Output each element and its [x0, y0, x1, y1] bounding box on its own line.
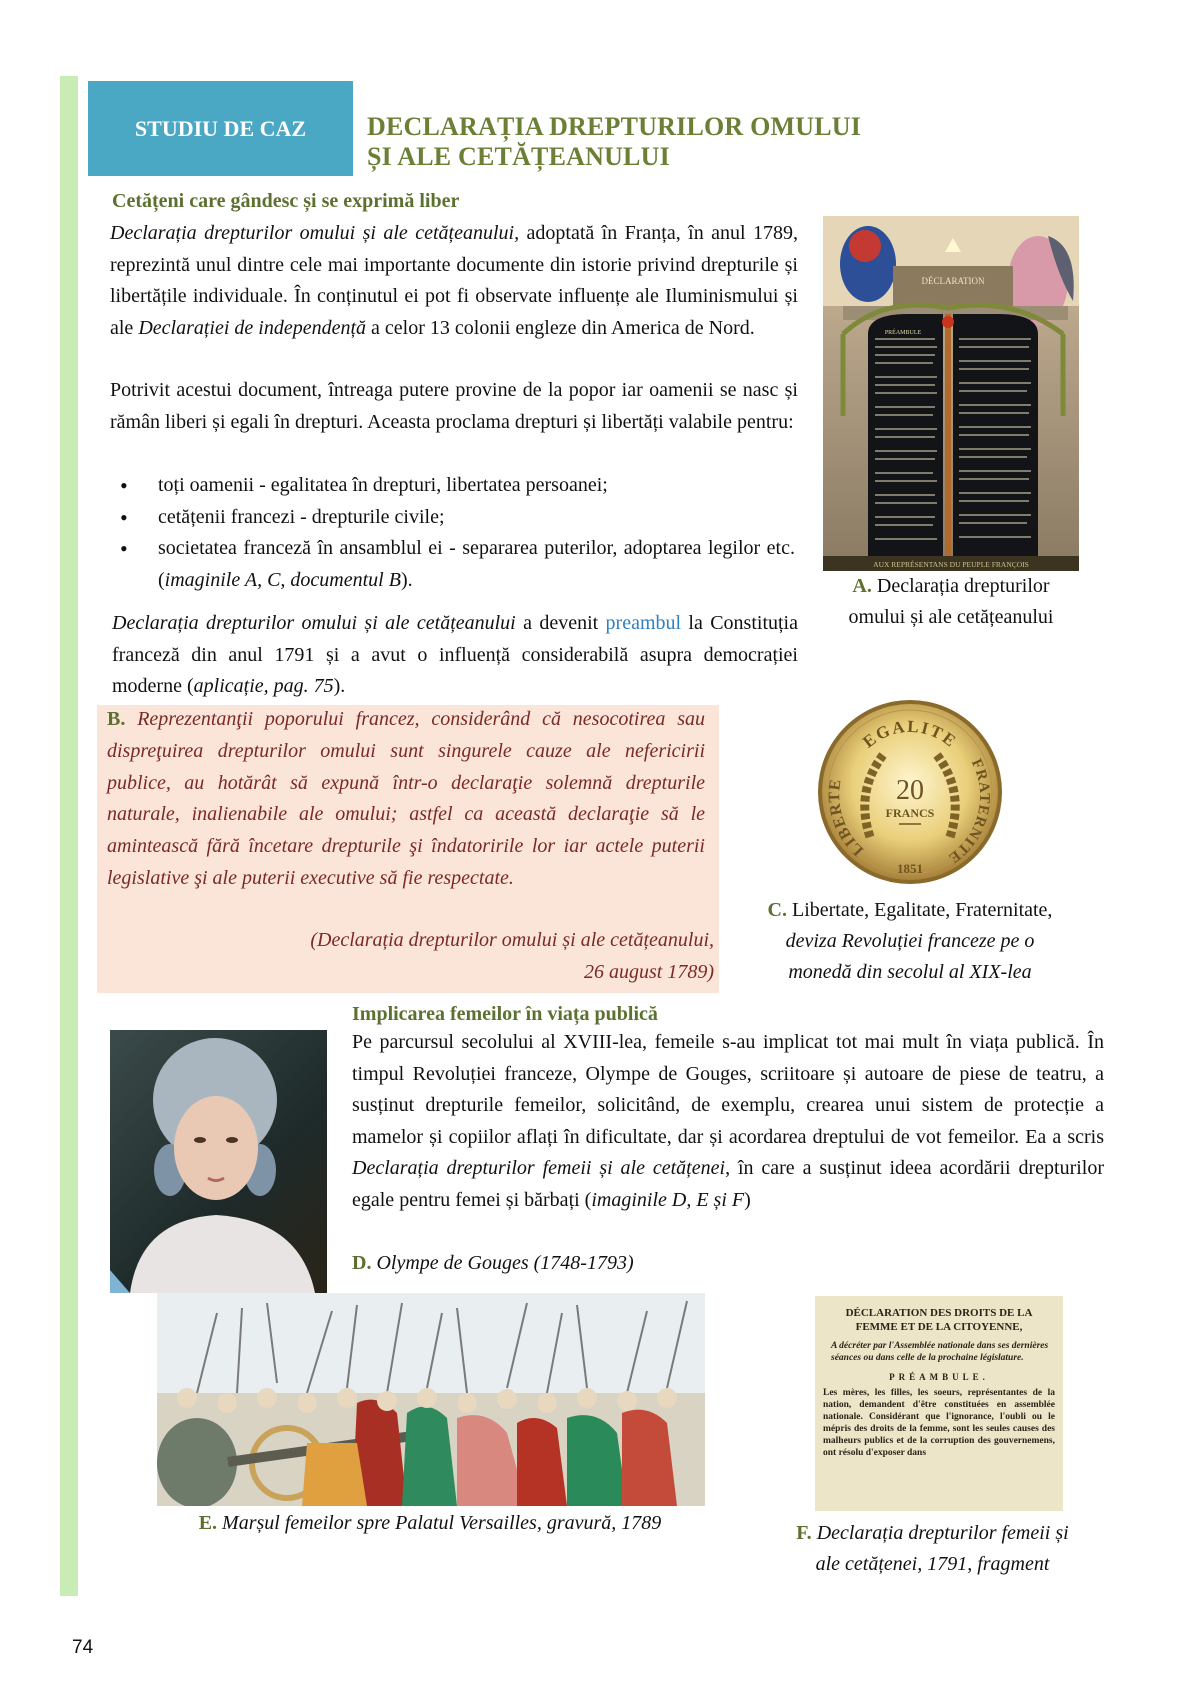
list-item — [120, 533, 795, 596]
figure-a-caption-2: omului și ale cetățeanului — [848, 606, 1054, 628]
figure-d-label: D. — [352, 1252, 372, 1274]
coin-motto-liberte: LIBERTE — [826, 777, 867, 859]
women-declaration-document-image — [815, 1296, 1063, 1511]
case-study-badge — [88, 81, 353, 176]
doc-preamble-text: Les mères, les filles, les soeurs, représentantes de la nation, demandent d'être constituées en assemblée nationale. Considérant que l'ignorance, l'oubli ou le mépris des droits de la femme, sont les seules causes des malheurs publics et de la corruption des gouvernemens, ont résolu d'exposer dans — [823, 1388, 1055, 1458]
intro-text-end: a celor 13 colonii engleze din America de Nord. — [366, 316, 755, 339]
painting-header-text: DÉCLARATION — [921, 276, 985, 286]
preamble-text: a devenit — [515, 612, 606, 634]
source-b-citation-2: 26 august 1789) — [584, 961, 714, 983]
title-line-2: ȘI ALE CETĂȚEANULUI — [367, 142, 670, 171]
women-declaration-ref: Declarația drepturilor femeii și ale cetățenei — [352, 1157, 726, 1179]
doc-subtitle: A décréter par l'Assemblée nationale dans ses dernières séances ou dans celle de la prochaine législature. — [831, 1341, 1049, 1363]
figure-c-caption — [735, 895, 1085, 988]
rights-list — [120, 470, 795, 596]
doc-title-line-1: DÉCLARATION DES DROITS DE LA — [845, 1307, 1033, 1319]
coin-value: 20 — [896, 775, 924, 806]
doc-title — [823, 1306, 1055, 1334]
figure-c-label: C. — [767, 899, 787, 921]
source-b-label: B. — [107, 708, 126, 730]
declaration-painting-image — [823, 216, 1079, 571]
figure-e-caption-text: Marșul femeilor spre Palatul Versailles, gravură, 1789 — [217, 1512, 662, 1534]
preamble-text-2: la Constituția franceză din anul 1791 și a avut o influență considerabilă asupra democrației moderne ( — [112, 612, 798, 697]
intro-text: adoptată în Franța, în anul 1789, reprezintă unul dintre cele mai importante documente din istorie privind drepturile și libertățile individuale. În conținutul ei pot fi observate influențe ale Iluminismului și ale — [110, 222, 798, 339]
side-accent-bar — [60, 76, 78, 1596]
section-heading-citizens: Cetățeni care gândesc și se exprimă liber — [112, 190, 460, 212]
page-number: 74 — [72, 1637, 94, 1658]
painting-preamble-text: PRÉAMBULE — [884, 330, 922, 336]
preamble-text-end: ). — [333, 675, 346, 697]
list-item — [120, 502, 795, 534]
coin-motto-fraternite: FRATERNITE — [944, 756, 993, 867]
women-text-2: , în care a susținut ideea acordării drepturilor egale pentru femei și bărbați ( — [352, 1157, 1105, 1211]
women-text-end: ) — [744, 1188, 751, 1211]
list-item — [120, 470, 795, 502]
intro-paragraph — [110, 218, 798, 344]
declaration-title-ref: Declarația drepturilor omului și ale cetățeanului — [112, 612, 516, 634]
olympe-de-gouges-portrait — [110, 1030, 327, 1293]
list-item-end: ). — [400, 568, 413, 591]
womens-march-engraving — [157, 1293, 705, 1506]
power-paragraph: Potrivit acestui document, întreaga putere provine de la popor iar oamenii se nasc și rămân liberi și egali în drepturi. Aceasta proclama drepturi și libertăți valabile pentru: — [110, 379, 798, 433]
doc-preamble-heading: PRÉAMBULE. — [889, 1372, 989, 1382]
list-item-text: societatea franceză în ansamblul ei - separarea puterilor, adoptarea legilor etc. ( — [158, 537, 795, 591]
figure-f-label: F. — [796, 1522, 812, 1544]
image-reference: imaginile A, C, documentul B — [164, 568, 401, 591]
source-b-text: Reprezentanţii poporului francez, considerând că nesocotirea sau dispreţuirea drepturilor omului sunt singurele cauze ale nefericirii publice, au hotărât să expună într-o declaraţie solemnă drepturile naturale, inalienabile ale omului; astfel ca această declaraţie să le amintească fără încetare drepturile şi îndatoririle lor iar actele puterii legislative şi ale puterii executive să fie respectate. — [107, 708, 706, 889]
preamble-glossary-link[interactable]: preambul — [605, 612, 682, 634]
image-reference: imaginile D, E și F — [591, 1188, 745, 1211]
figure-a-caption-1: Declarația drepturilor — [871, 575, 1050, 597]
figure-d-caption — [352, 1248, 852, 1280]
source-b-citation-1: (Declarația drepturilor omului și ale cetățeanului, — [310, 929, 714, 951]
page-reference: aplicație, pag. 75 — [193, 675, 334, 697]
figure-c-caption-1: Libertate, Egalitate, Fraternitate, — [787, 899, 1053, 921]
figure-e-caption — [145, 1508, 715, 1539]
figure-f-caption-1: Declarația drepturilor femeii și — [811, 1522, 1069, 1544]
figure-f-caption — [760, 1518, 1105, 1580]
case-study-label: STUDIU DE CAZ — [134, 115, 307, 141]
painting-footer-text: AUX REPRÉSENTANS DU PEUPLE FRANÇOIS — [873, 560, 1029, 569]
figure-a-label: A. — [852, 575, 872, 597]
list-item-text: toți oamenii - egalitatea în drepturi, libertatea persoanei; — [158, 474, 608, 496]
coin-image — [815, 697, 1005, 887]
coin-motto-egalite: EGALITE — [859, 716, 961, 752]
source-b-quote — [107, 704, 705, 895]
figure-a-caption — [810, 571, 1092, 633]
coin-year: 1851 — [897, 861, 923, 876]
figure-c-caption-3: monedă din secolul al XIX-lea — [788, 961, 1032, 983]
preamble-paragraph — [112, 608, 798, 703]
doc-title-line-2: FEMME ET DE LA CITOYENNE, — [855, 1321, 1023, 1333]
section-heading-women: Implicarea femeilor în viața publică — [352, 1003, 658, 1025]
title-line-1: DECLARAȚIA DREPTURILOR OMULUI — [367, 112, 862, 141]
independence-ref: Declarației de independență — [138, 316, 367, 339]
coin-unit: FRANCS — [885, 806, 935, 820]
figure-c-caption-2: deviza Revoluției franceze pe o — [785, 930, 1035, 952]
page-title — [367, 112, 927, 172]
figure-e-label: E. — [198, 1512, 218, 1534]
figure-d-caption-text: Olympe de Gouges (1748-1793) — [371, 1252, 634, 1274]
figure-f-caption-2: ale cetățenei, 1791, fragment — [815, 1553, 1050, 1575]
list-item-text: cetățenii francezi - drepturile civile; — [158, 505, 445, 528]
declaration-title-ref: Declarația drepturilor omului și ale cetățeanului, — [110, 222, 520, 244]
women-text: Pe parcursul secolului al XVIII-lea, femeile s-au implicat tot mai mult în viața publică. În timpul Revoluției franceze, Olympe de Gouges, scriitoare și autoare de piese de teatru, a susținut drepturile femeilor, solicitând, de exemplu, crearea unui sistem de protecție a mamelor și copiilor aflați în dificultate, dar și acordarea dreptului de vot femeilor. Ea a scris — [352, 1031, 1104, 1148]
women-paragraph — [352, 1027, 1104, 1216]
